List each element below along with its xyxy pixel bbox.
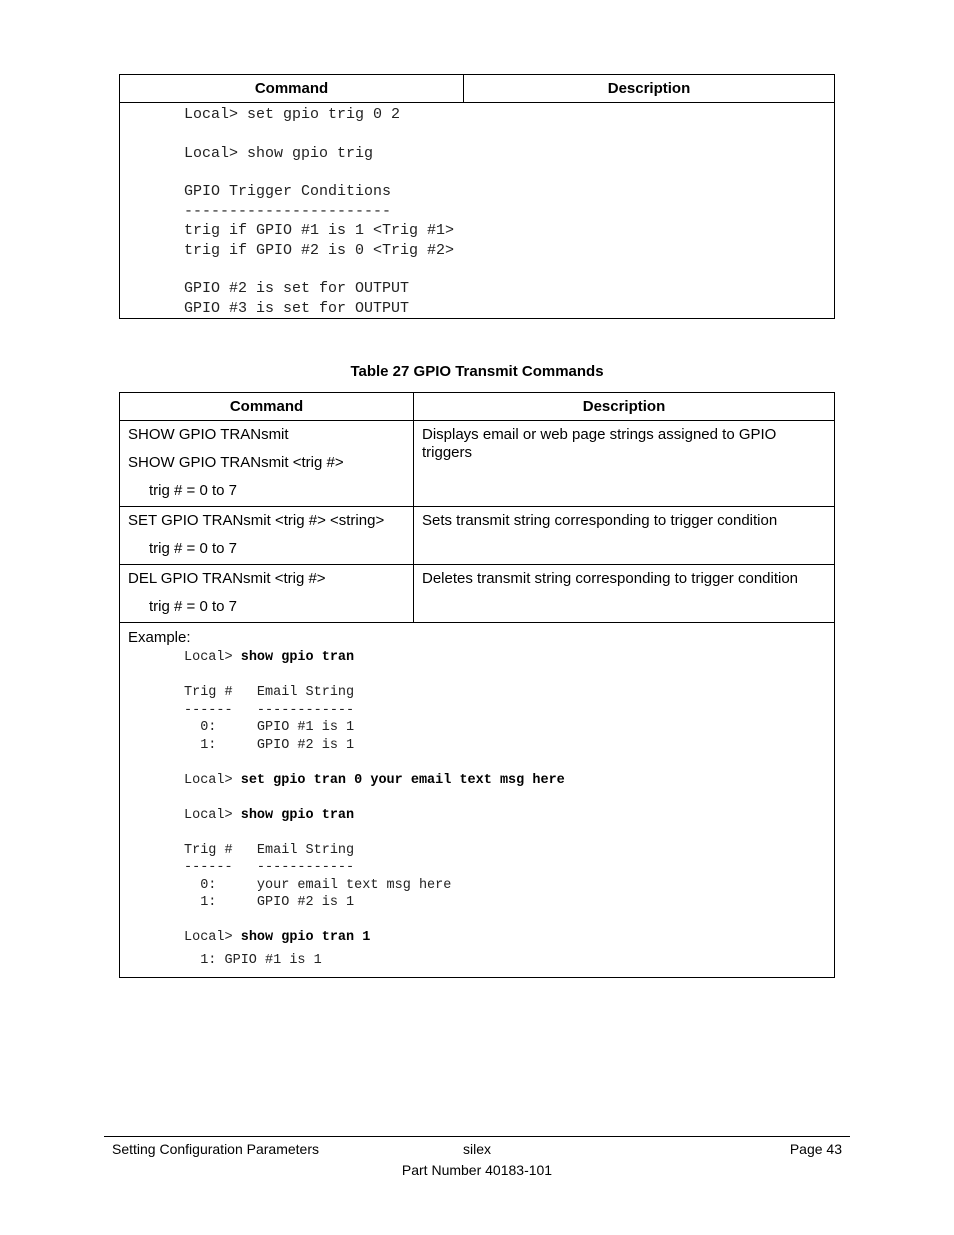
table-row — [120, 565, 834, 623]
code-line: GPIO Trigger Conditions — [184, 183, 392, 200]
code-line: trig if GPIO #2 is 0 <Trig #2> — [184, 241, 455, 259]
table-row — [120, 507, 834, 565]
table-header — [120, 75, 834, 103]
command-cell — [120, 565, 414, 622]
code-blank — [184, 125, 834, 144]
prompt: Local> — [184, 807, 241, 823]
typed-command: show gpio tran — [240, 650, 355, 665]
footer-center: silex — [462, 1141, 491, 1157]
description-cell: Displays email or web page strings assigned to GPIO triggers — [422, 426, 777, 461]
code-line: trig if GPIO #1 is 1 <Trig #1> — [184, 222, 455, 239]
typed-command: set gpio tran 0 your email text msg here — [240, 772, 565, 788]
code-line: Trig # Email String — [184, 685, 355, 700]
code-line: GPIO #2 is set for OUTPUT — [184, 280, 410, 297]
command-param: trig # = 0 to 7 — [149, 482, 237, 499]
example-label: Example: — [128, 629, 191, 646]
command-text: SHOW GPIO TRANsmit <trig #> — [128, 454, 344, 471]
gpio-transmit-table — [119, 392, 835, 978]
example-section — [120, 623, 834, 977]
code-line: 0: GPIO #1 is 1 — [184, 720, 355, 735]
typed-command: show gpio tran — [240, 807, 355, 823]
code-line: 1: GPIO #2 is 1 — [184, 737, 355, 753]
code-line: Local> set gpio trig 0 2 — [184, 106, 401, 123]
example-code-block — [128, 649, 834, 969]
gpio-trigger-table — [119, 74, 835, 319]
code-line: Local> show gpio trig — [184, 144, 374, 162]
command-param: trig # = 0 to 7 — [149, 540, 237, 557]
code-line: GPIO #3 is set for OUTPUT — [184, 299, 410, 317]
code-line — [184, 772, 834, 790]
header-description: Description — [607, 80, 691, 97]
trigger-code-block — [120, 103, 834, 318]
command-text: DEL GPIO TRANsmit <trig #> — [128, 570, 326, 587]
code-line: ------ ------------ — [184, 702, 355, 718]
code-line — [184, 807, 834, 825]
code-blank — [184, 912, 834, 930]
code-line: 1: GPIO #2 is 1 — [184, 895, 355, 910]
header-description: Description — [582, 398, 666, 415]
code-blank — [184, 824, 834, 842]
code-line — [184, 649, 834, 667]
footer-part-number: Part Number 40183-101 — [401, 1162, 553, 1178]
code-blank — [184, 163, 834, 182]
prompt: Local> — [184, 650, 241, 665]
footer-page-number: Page 43 — [789, 1141, 842, 1157]
code-line: 0: your email text msg here — [184, 877, 452, 893]
command-text: SET GPIO TRANsmit <trig #> <string> — [128, 512, 385, 529]
code-line: ----------------------- — [184, 202, 392, 220]
table-row — [120, 421, 834, 507]
code-blank — [184, 667, 834, 685]
description-cell: Deletes transmit string corresponding to trigger condition — [422, 570, 799, 587]
footer-left: Setting Configuration Parameters — [112, 1141, 319, 1157]
command-cell — [120, 421, 414, 506]
typed-command: show gpio tran 1 — [240, 930, 371, 945]
table-caption: Table 27 GPIO Transmit Commands — [350, 363, 604, 380]
code-blank — [184, 789, 834, 807]
footer-divider — [104, 1136, 850, 1137]
code-line — [184, 929, 834, 947]
code-line: ------ ------------ — [184, 860, 355, 875]
code-line: Trig # Email String — [184, 842, 355, 858]
code-blank — [184, 260, 834, 279]
prompt: Local> — [184, 772, 241, 788]
command-text: SHOW GPIO TRANsmit — [128, 426, 289, 443]
header-command: Command — [120, 75, 464, 102]
code-line: 1: GPIO #1 is 1 — [184, 952, 322, 968]
command-param: trig # = 0 to 7 — [149, 598, 237, 615]
command-cell — [120, 507, 414, 564]
description-cell: Sets transmit string corresponding to trigger condition — [422, 512, 778, 529]
code-blank — [184, 754, 834, 772]
table-header — [120, 393, 834, 421]
prompt: Local> — [184, 930, 241, 945]
header-command: Command — [120, 393, 414, 420]
